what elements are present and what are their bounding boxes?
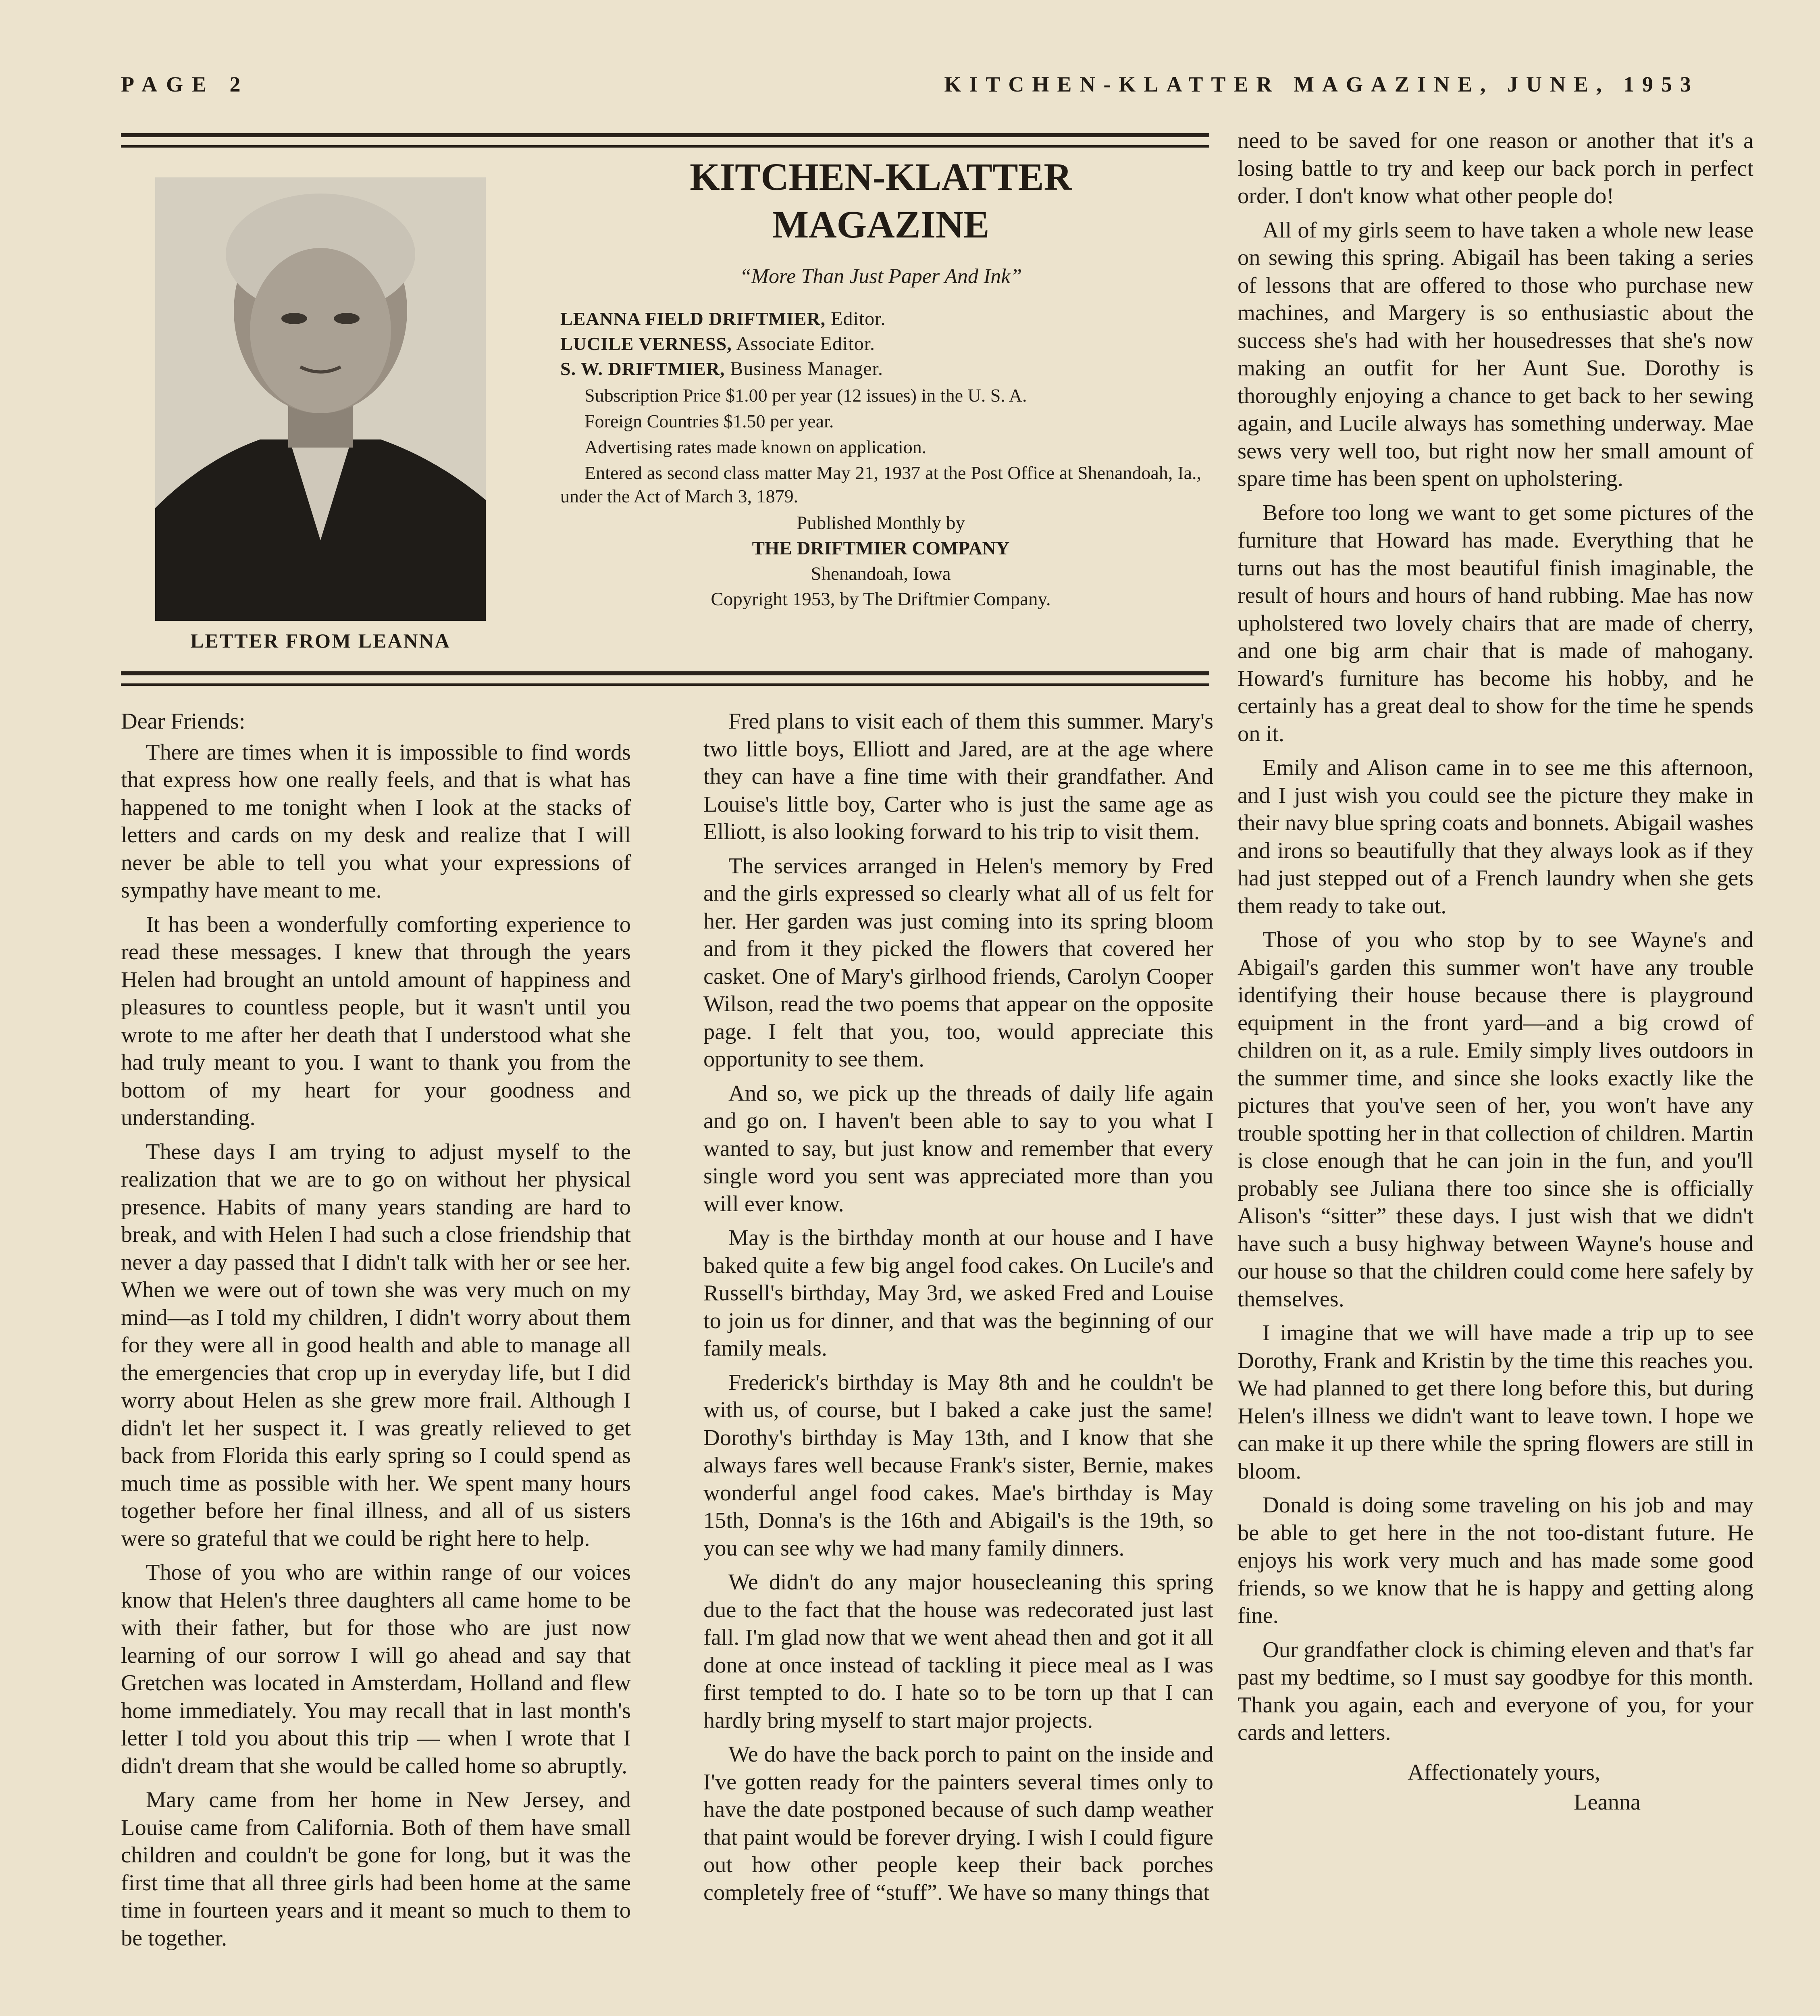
paragraph: These days I am trying to adjust myself to the realization that we are to go on without her physical presence. Habits of many years standing are hard to break, and with Helen I had such a close friendship that never a day passed that I didn't talk with her or see her. When we were out of town she was very much on my mind—as I told my children, I didn't worry about them for they were all in good health and able to manage all the emergencies that crop up in everyday life, but I did worry about Helen as she grew more frail. Although I didn't let her suspect it. I was greatly relieved to get back from Florida this early spring so I could spend as much time as possible with her. We spent many hours together before her final illness, and all of us sisters were so grateful that we could be right here to help. — [121, 1139, 631, 1551]
subscription-price: Subscription Price $1.00 per year (12 issues) in the U. S. A. — [584, 385, 1027, 406]
page-number-header: PAGE 2 — [121, 72, 250, 96]
paragraph: May is the birthday month at our house and I have baked quite a few big angel food cakes. On Lucile's and Russell's birthday, May 3rd, we asked Fred and Louise to join us for dinner, and that was the beginning of our family meals. — [703, 1225, 1213, 1361]
published-line: Published Monthly by — [797, 512, 965, 533]
letter-column-3 — [1238, 127, 1753, 1816]
publisher-name: THE DRIFTMIER COMPANY — [752, 538, 1010, 559]
paragraph: It has been a wonderfully comforting experience to read these messages. I knew that through the years Helen had brought an untold amount of happiness and pleasures to countless people, but it wasn't until you wrote to me after her death that I understood what she had truly meant to you. I want to thank you from the bottom of my heart for your goodness and understanding. — [121, 912, 631, 1130]
portrait-caption: LETTER FROM LEANNA — [190, 629, 451, 652]
title-line-1: KITCHEN-KLATTER — [690, 155, 1072, 198]
paragraph: Those of you who are within range of our voices know that Helen's three daughters all came home to be with their father, but for those who are just now learning of our sorrow I will go ahead and say that Gretchen was located in Amsterdam, Holland and flew home immediately. You may recall that in last month's letter I told you about this trip — when I wrote that I didn't dream that she would be called home so abruptly. — [121, 1560, 631, 1779]
paragraph: The services arranged in Helen's memory by Fred and the girls expressed so clearly what all of us felt for her. Her garden was just coming into its spring bloom and from it they picked the flowers that covered her casket. One of Mary's girlhood friends, Carolyn Cooper Wilson, read the two poems that appear on the opposite page. I felt that you, too, would appreciate this opportunity to see them. — [703, 853, 1213, 1072]
paragraph-continuation: need to be saved for one reason or another that it's a losing battle to try and keep our back porch in perfect order. I don't know what other people do! — [1238, 128, 1753, 208]
paragraph: Mary came from her home in New Jersey, and Louise came from California. Both of them have small children and couldn't be gone for long, but it was the first time that all three girls had been home at the same time in fourteen years and it meant so much to them to be together. — [121, 1787, 631, 1951]
paragraph: We didn't do any major housecleaning this spring due to the fact that the house was redecorated just last fall. I'm glad now that we went ahead then and got it all done at once instead of tackling it piece meal as I was first tempted to do. I hate so to be torn up that I can hardly bring myself to start major projects. — [703, 1570, 1213, 1733]
masthead-bottom-rule — [121, 671, 1209, 686]
paragraph: Frederick's birthday is May 8th and he couldn't be with us, of course, but I baked a cake just the same! Dorothy's birthday is May 13th, and I know that she always fares well because Frank's sister, Bernie, makes wonderful angel food cakes. Mae's birthday is May 15th, Donna's is the 16th and Abigail's is the 19th, so you can see why we had many family dinners. — [703, 1370, 1213, 1561]
paragraph: There are times when it is impossible to find words that express how one really feels, and that is what has happened to me tonight when I look at the stacks of letters and cards on my desk and realize that I will never be able to tell you what your expressions of sympathy have meant to me. — [121, 739, 631, 903]
paragraph: Those of you who stop by to see Wayne's and Abigail's garden this summer won't have any trouble identifying their house because there is playground equipment in the front yard—and a big crowd of children on it, as a rule. Emily simply lives outdoors in the summer time, and since she looks exactly like the pictures that you've seen of her, you won't have any trouble spotting her in that collection of children. Martin is close enough that he can join in the fun, and you'll probably see Juliana there too since she is officially Alison's “sitter” these days. I just wish that we didn't have such a busy highway between Wayne's house and our house so that the children could come here safely by themselves. — [1238, 927, 1753, 1312]
paragraph: Our grandfather clock is chiming eleven and that's far past my bedtime, so I must say goodbye for this month. Thank you again, each and everyone of you, for your cards and letters. — [1238, 1637, 1753, 1745]
advertising-note: Advertising rates made known on application. — [584, 437, 927, 457]
paragraph: All of my girls seem to have taken a whole new lease on sewing this spring. Abigail has been taking a series of lessons that are offered to those who purchase new machines, and Margery is so enthusiastic about the success she's had with her housedresses that she's now making an outfit for her Aunt Sue. Dorothy is thoroughly enjoying a chance to get back to her sewing again, and Lucile always has something underway. Mae sews very well too, but right now her small amount of spare time has been spent on upholstering. — [1238, 217, 1753, 491]
postal-entry: Entered as second class matter May 21, 1937 at the Post Office at Shenandoah, Ia., under the Act of March 3, 1879. — [560, 462, 1201, 506]
staff-line-manager: S. W. DRIFTMIER, Business Manager. — [560, 358, 883, 379]
salutation: Dear Friends: — [121, 709, 245, 734]
paragraph: Emily and Alison came in to see me this afternoon, and I just wish you could see the picture they make in their navy blue spring coats and bonnets. Abigail washes and irons so beautifully that they always look as if they had just stepped out of a French laundry when she gets them ready to take out. — [1238, 755, 1753, 918]
letter-column-2 — [703, 708, 1213, 1913]
copyright-line: Copyright 1953, by The Driftmier Company. — [711, 589, 1051, 610]
masthead-top-rule — [121, 133, 1209, 148]
paragraph: I imagine that we will have made a trip up to see Dorothy, Frank and Kristin by the time this reaches you. We had planned to get there long before this, but during Helen's illness we didn't want to leave town. I hope we can make it up there while the spring flowers are still in bloom. — [1238, 1320, 1753, 1484]
foreign-price: Foreign Countries $1.50 per year. — [584, 411, 834, 431]
staff-line-associate: LUCILE VERNESS, Associate Editor. — [560, 333, 876, 354]
staff-line-editor: LEANNA FIELD DRIFTMIER, Editor. — [560, 308, 886, 329]
tagline: “More Than Just Paper And Ink” — [739, 265, 1022, 288]
closing: Affectionately yours, — [1407, 1760, 1600, 1785]
paragraph: Donald is doing some traveling on his job and may be able to get here in the not too-distant future. He enjoys his work very much and has made some good friends, so we know that he is happy and getting along fine. — [1238, 1493, 1753, 1628]
paragraph: Before too long we want to get some pictures of the furniture that Howard has made. Everything that he turns out has the most beautiful finish imaginable, the result of hours and hours of hand rubbing. Mae has now upholstered two lovely chairs that are made of cherry, and one big arm chair that is made of mahogany. Howard's furniture has become his hobby, and he certainly has a great deal to show for the time he spends on it. — [1238, 500, 1753, 746]
magazine-title — [560, 153, 1201, 248]
magazine-date-header: KITCHEN-KLATTER MAGAZINE, JUNE, 1953 — [944, 72, 1699, 96]
paragraph: Fred plans to visit each of them this summer. Mary's two little boys, Elliott and Jared, are at the age where they can have a fine time with their grandfather. And Louise's little boy, Carter who is just the same age as Elliott, is also looking forward to his trip to visit them. — [703, 709, 1213, 844]
title-line-2: MAGAZINE — [772, 203, 990, 246]
publisher-city: Shenandoah, Iowa — [811, 563, 951, 584]
paragraph: And so, we pick up the threads of daily life again and go on. I haven't been able to say to you what I wanted to say, but just know and remember that every single word you sent was appreciated more than you will ever know. — [703, 1081, 1213, 1216]
signature: Leanna — [1574, 1789, 1641, 1815]
letter-column-1 — [121, 708, 631, 1958]
masthead — [560, 153, 1201, 612]
portrait-photo — [155, 177, 486, 621]
paragraph: We do have the back porch to paint on the inside and I've gotten ready for the painters several times only to have the date postponed because of such damp weather that paint would be forever drying. I wish I could figure out how other people keep their back porches completely free of “stuff”. We have so many things that — [703, 1742, 1213, 1905]
